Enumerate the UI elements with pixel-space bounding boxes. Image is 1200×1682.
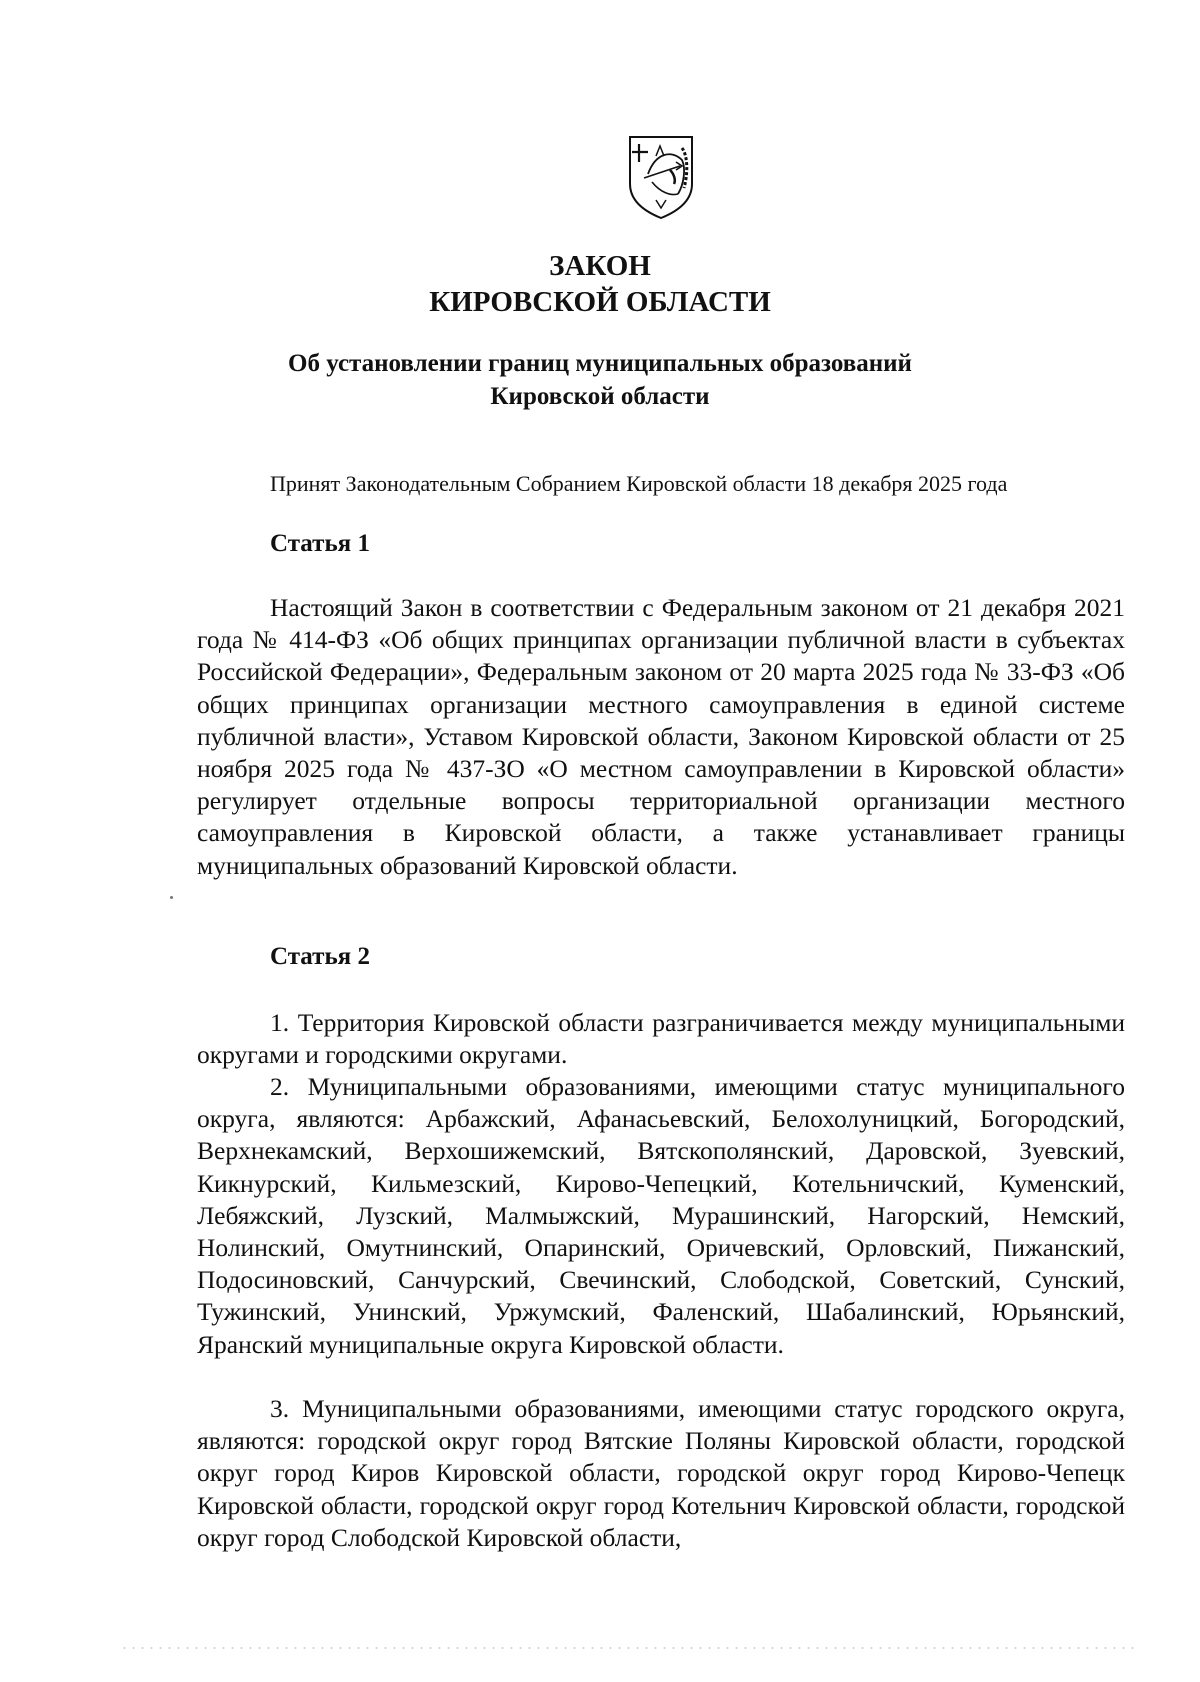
article-1-text: Настоящий Закон в соответствии с Федеральным законом от 21 декабря 2021 года № 414-ФЗ «Об общих принципах организации публичной власти в субъектах Российской Федерации», Федеральным законом от 20 марта 2025 года № 33-ФЗ «Об общих принципах организации местного самоуправления в единой системе публичной власти», Уставом Кировской области, Законом Кировской области от 25 ноября 2025 года № 437-ЗО «О местном самоуправлении в Кировской области» регулирует отдельные вопросы территориальной организации местного самоуправления в Кировской области, а также устанавливает границы муниципальных образований Кировской области. xyxy=(197,593,1125,880)
article-1-heading: Статья 1 xyxy=(270,530,370,557)
article-2-paragraph-3: 3. Муниципальными образованиями, имеющими статус городского округа, являются: городской округ город Вятские Поляны Кировской области, городской округ город Киров Кировской области, городской округ город Кирово-Чепецк Кировской области, городской округ город Котельнич Кировской области, городской округ город Слободской Кировской области, xyxy=(197,1394,1125,1552)
document-title-line2: КИРОВСКОЙ ОБЛАСТИ xyxy=(429,286,771,318)
article-2-heading: Статья 2 xyxy=(270,943,370,970)
scan-speck xyxy=(170,896,173,899)
law-subject-line1: Об установлении границ муниципальных образований xyxy=(288,350,912,377)
coat-of-arms-emblem xyxy=(626,134,696,220)
document-title-line1: ЗАКОН xyxy=(549,250,651,282)
law-subject-line2: Кировской области xyxy=(490,383,710,410)
scan-noise-strip xyxy=(120,1646,1140,1650)
article-2-paragraph-1: 1. Территория Кировской области разграничивается между муниципальными округами и городскими округами. xyxy=(197,1008,1125,1070)
adoption-note: Принят Законодательным Собранием Кировской области 18 декабря 2025 года xyxy=(270,471,1008,496)
article-2-paragraph-2: 2. Муниципальными образованиями, имеющими статус муниципального округа, являются: Арбажский, Афанасьевский, Белохолуницкий, Богородский, Верхнекамский, Верхошижемский, Вятскополянский, Даровской, Зуевский, Кикнурский, Кильмезский, Кирово-Чепецкий, Котельничский, Куменский, Лебяжский, Лузский, Малмыжский, Мурашинский, Нагорский, Немский, Нолинский, Омутнинский, Опаринский, Оричевский, Орловский, Пижанский, Подосиновский, Санчурский, Свечинский, Слободской, Советский, Сунский, Тужинский, Унинский, Уржумский, Фаленский, Шабалинский, Юрьянский, Яранский муниципальные округа Кировской области. xyxy=(197,1072,1125,1359)
